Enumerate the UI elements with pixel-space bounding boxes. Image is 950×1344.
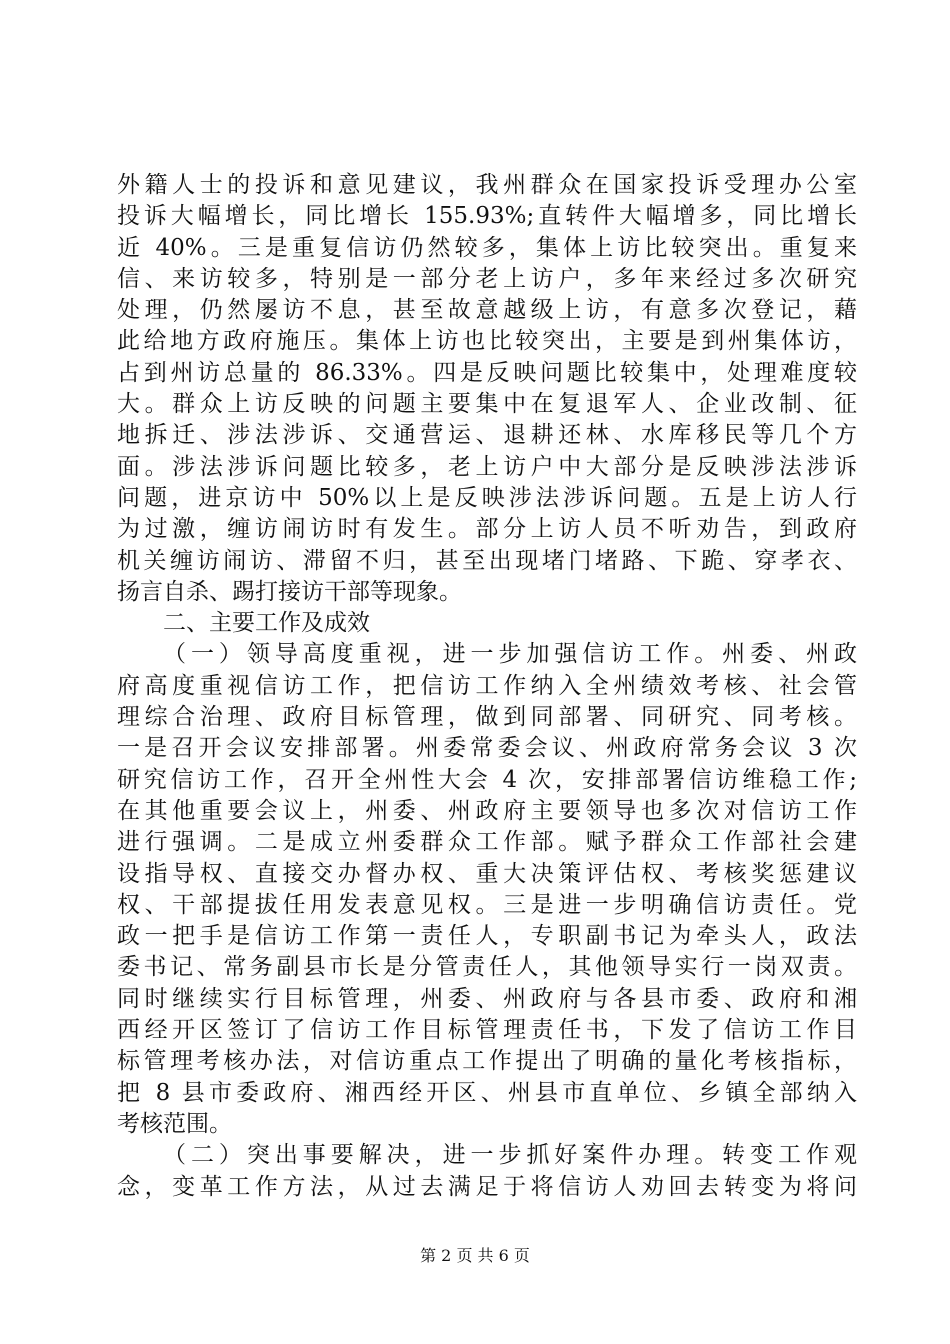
text-line: （一）领导高度重视，进一步加强信访工作。州委、州政 (163, 641, 857, 668)
text-line: 二、主要工作及成效 (163, 610, 370, 637)
text-line: （二）突出事要解决，进一步抓好案件办理。转变工作观 (163, 1142, 857, 1169)
text-line: 把 8 县市委政府、湘西经开区、州县市直单位、乡镇全部纳入 (117, 1079, 857, 1106)
text-line: 为过激，缠访闹访时有发生。部分上访人员不听劝告，到政府 (117, 516, 857, 543)
text-line: 大。群众上访反映的问题主要集中在复退军人、企业改制、征 (117, 391, 857, 418)
text-line: 此给地方政府施压。集体上访也比较突出，主要是到州集体访， (117, 328, 857, 355)
text-line: 权、干部提拔任用发表意见权。三是进一步明确信访责任。党 (117, 891, 857, 918)
text-line: 地拆迁、涉法涉诉、交通营运、退耕还林、水库移民等几个方 (117, 422, 857, 449)
text-line: 进行强调。二是成立州委群众工作部。赋予群众工作部社会建 (117, 829, 857, 856)
text-line: 机关缠访闹访、滞留不归，甚至出现堵门堵路、下跪、穿孝衣、 (117, 547, 857, 574)
text-line: 设指导权、直接交办督办权、重大决策评估权、考核奖惩建议 (117, 860, 857, 887)
text-line: 近 40%。三是重复信访仍然较多，集体上访比较突出。重复来 (117, 234, 857, 261)
text-line: 占到州访总量的 86.33%。四是反映问题比较集中，处理难度较 (117, 359, 857, 386)
text-line: 考核范围。 (117, 1110, 232, 1137)
text-line: 委书记、常务副县市长是分管责任人，其他领导实行一岗双责。 (117, 954, 857, 981)
text-line: 处理，仍然屡访不息，甚至故意越级上访，有意多次登记，藉 (117, 297, 857, 324)
body-text (117, 170, 857, 1203)
text-line: 理综合治理、政府目标管理，做到同部署、同研究、同考核。 (117, 704, 857, 731)
text-line: 外籍人士的投诉和意见建议，我州群众在国家投诉受理办公室 (117, 172, 857, 198)
text-line: 研究信访工作，召开全州性大会 4 次，安排部署信访维稳工作; (117, 766, 857, 793)
text-line: 政一把手是信访工作第一责任人，专职副书记为牵头人，政法 (117, 923, 857, 950)
text-line: 在其他重要会议上，州委、州政府主要领导也多次对信访工作 (117, 797, 857, 824)
text-line: 信、来访较多，特别是一部分老上访户，多年来经过多次研究 (117, 265, 857, 292)
text-line: 标管理考核办法，对信访重点工作提出了明确的量化考核指标， (117, 1048, 857, 1075)
text-line: 投诉大幅增长，同比增长 155.93%;直转件大幅增多，同比增长 (117, 203, 857, 230)
text-line: 府高度重视信访工作，把信访工作纳入全州绩效考核、社会管 (117, 672, 857, 699)
page-footer: 第 2 页 共 6 页 (420, 1246, 530, 1265)
text-line: 扬言自杀、踢打接访干部等现象。 (117, 578, 462, 605)
text-line: 西经开区签订了信访工作目标管理责任书，下发了信访工作目 (117, 1017, 857, 1044)
text-line: 面。涉法涉诉问题比较多，老上访户中大部分是反映涉法涉诉 (117, 453, 857, 480)
text-line: 一是召开会议安排部署。州委常委会议、州政府常务会议 3 次 (117, 735, 857, 762)
text-line: 念，变革工作方法，从过去满足于将信访人劝回去转变为将问 (117, 1173, 857, 1200)
text-line: 同时继续实行目标管理，州委、州政府与各县市委、政府和湘 (117, 985, 857, 1012)
text-line: 问题，进京访中 50%以上是反映涉法涉诉问题。五是上访人行 (117, 484, 857, 511)
